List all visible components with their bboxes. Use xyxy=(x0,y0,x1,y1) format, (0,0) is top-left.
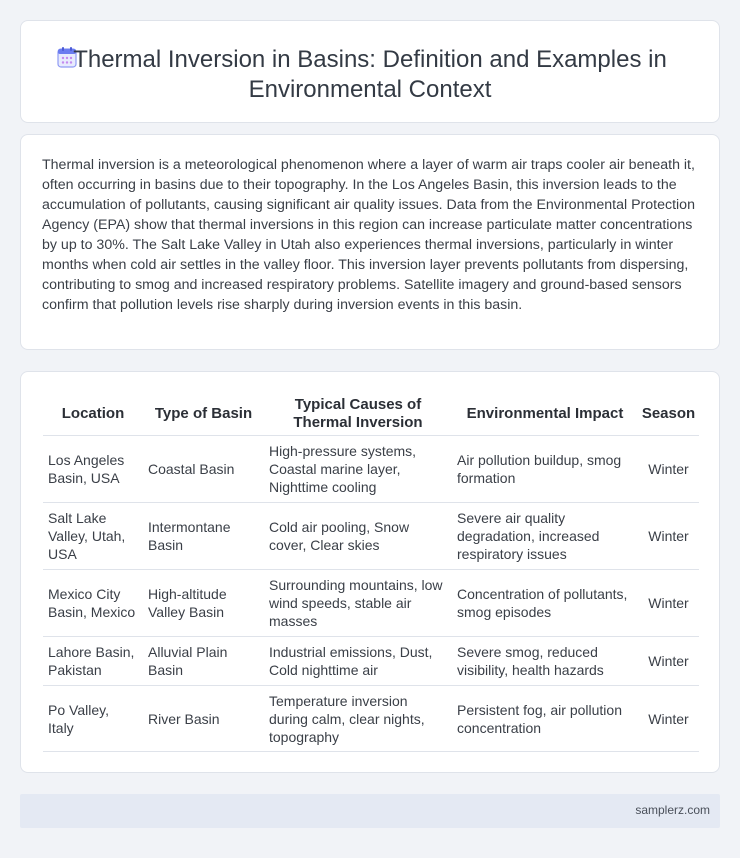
table-row xyxy=(43,569,699,636)
table-row xyxy=(43,435,699,502)
header-type-of-basin: Type of Basin xyxy=(154,404,253,422)
cell-typical-causes: Temperature inversion during calm, clear nights, topography xyxy=(264,685,452,752)
cell-environmental-impact: Severe air quality degradation, increased respiratory issues xyxy=(452,502,638,569)
header-location: Location xyxy=(61,404,125,422)
cell-type-of-basin: High-altitude Valley Basin xyxy=(143,569,264,636)
description-card xyxy=(20,134,720,350)
title-card xyxy=(20,20,720,123)
cell-season: Winter xyxy=(638,685,699,752)
cell-environmental-impact: Severe smog, reduced visibility, health hazards xyxy=(452,636,638,685)
cell-location: Lahore Basin, Pakistan xyxy=(43,636,143,685)
description-text: Thermal inversion is a meteorological phenomenon where a layer of warm air traps cooler air beneath it, often occurring in basins due to their topography. In the Los Angeles Basin, this inversion leads to the accumulation of pollutants, causing significant air quality issues. Data from the Environmental Protection Agency (EPA) show that thermal inversions in this region can increase particulate matter concentrations by up to 30%. The Salt Lake Valley in Utah also experiences thermal inversions, particularly in winter months when cold air settles in the valley floor. This inversion layer prevents pollutants from dispersing, contributing to smog and increased respiratory problems. Satellite imagery and ground-based sensors confirm that pollution levels rise sharply during inversion events in this basin. xyxy=(42,157,695,313)
table-card xyxy=(20,371,720,773)
cell-location: Los Angeles Basin, USA xyxy=(43,435,143,502)
cell-type-of-basin: Alluvial Plain Basin xyxy=(143,636,264,685)
header-typical-causes: Typical Causes of Thermal Inversion xyxy=(293,395,423,431)
table-row xyxy=(43,502,699,569)
cell-type-of-basin: Intermontane Basin xyxy=(143,502,264,569)
cell-location: Po Valley, Italy xyxy=(43,685,143,752)
cell-location: Salt Lake Valley, Utah, USA xyxy=(43,502,143,569)
cell-environmental-impact: Concentration of pollutants, smog episodes xyxy=(452,569,638,636)
cell-typical-causes: Industrial emissions, Dust, Cold nighttime air xyxy=(264,636,452,685)
cell-location: Mexico City Basin, Mexico xyxy=(43,569,143,636)
basins-table xyxy=(43,392,699,752)
cell-season: Winter xyxy=(638,435,699,502)
cell-typical-causes: High-pressure systems, Coastal marine layer, Nighttime cooling xyxy=(264,435,452,502)
cell-typical-causes: Surrounding mountains, low wind speeds, stable air masses xyxy=(264,569,452,636)
table-header-row xyxy=(43,392,699,435)
footer-bar xyxy=(20,794,720,828)
cell-environmental-impact: Persistent fog, air pollution concentration xyxy=(452,685,638,752)
cell-type-of-basin: River Basin xyxy=(143,685,264,752)
table-row xyxy=(43,636,699,685)
page-title: Thermal Inversion in Basins: Definition and Examples in Environmental Context xyxy=(73,46,667,103)
cell-type-of-basin: Coastal Basin xyxy=(143,435,264,502)
cell-season: Winter xyxy=(638,636,699,685)
footer-site-link[interactable]: samplerz.com xyxy=(635,803,710,817)
header-environmental-impact: Environmental Impact xyxy=(466,404,624,422)
cell-season: Winter xyxy=(638,502,699,569)
cell-environmental-impact: Air pollution buildup, smog formation xyxy=(452,435,638,502)
header-season: Season xyxy=(641,404,696,422)
table-row xyxy=(43,685,699,752)
cell-typical-causes: Cold air pooling, Snow cover, Clear skies xyxy=(264,502,452,569)
cell-season: Winter xyxy=(638,569,699,636)
